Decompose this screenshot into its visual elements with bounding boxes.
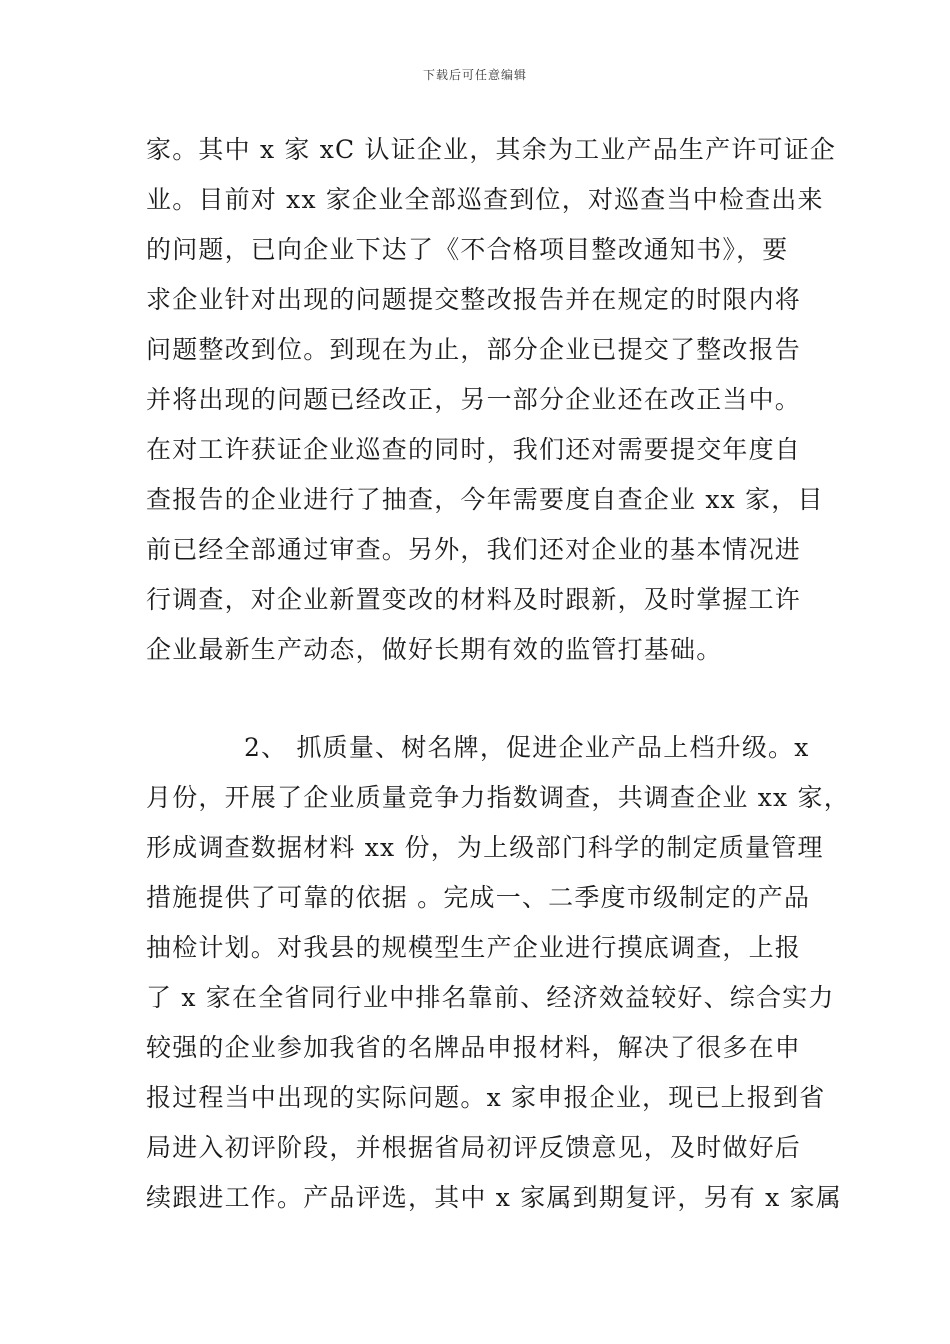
text-line: 抽检计划。对我县的规模型生产企业进行摸底调查，上报 [146,933,802,962]
text-line: 局进入初评阶段，并根据省局初评反馈意见，及时做好后 [146,1133,802,1162]
text-line: 在对工许获证企业巡查的同时，我们还对需要提交年度自 [146,435,802,464]
text-line: 的问题，已向企业下达了《不合格项目整改通知书》，要 [146,235,789,264]
text-line: 措施提供了可靠的依据 。完成一、二季度市级制定的产品 [146,883,811,912]
text-line: 求企业针对出现的问题提交整改报告并在规定的时限内将 [146,285,802,314]
text-line: 报过程当中出现的实际问题。x 家申报企业，现已上报到省 [146,1083,826,1112]
text-line: 问题整改到位。到现在为止，部分企业已提交了整改报告 [146,335,802,364]
text-line: 业。目前对 xx 家企业全部巡查到位，对巡查当中检查出来 [146,185,824,214]
text-line: 企业最新生产动态，做好长期有效的监管打基础。 [146,635,723,664]
text-line: 了 x 家在全省同行业中排名靠前、经济效益较好、综合实力 [146,983,835,1012]
text-line: 续跟进工作。产品评选，其中 x 家属到期复评，另有 x 家属 [146,1183,842,1212]
text-line: 行调查，对企业新置变改的材料及时跟新，及时掌握工许 [146,585,802,614]
section-heading-line: 2、 抓质量、树名牌，促进企业产品上档升级。x [244,733,810,762]
text-line: 形成调查数据材料 xx 份，为上级部门科学的制定质量管理 [146,833,824,862]
text-line: 家。其中 x 家 xC 认证企业，其余为工业产品生产许可证企 [146,135,837,164]
text-line: 查报告的企业进行了抽查，今年需要度自查企业 xx 家，目 [146,485,824,514]
text-line: 月份，开展了企业质量竞争力指数调查，共调查企业 xx 家， [146,783,850,812]
page-header: 下载后可任意编辑 [422,68,527,82]
text-line: 较强的企业参加我省的名牌品申报材料，解决了很多在申 [146,1033,802,1062]
text-line: 前已经全部通过审查。另外，我们还对企业的基本情况进 [146,535,802,564]
text-line: 并将出现的问题已经改正，另一部分企业还在改正当中。 [146,385,802,414]
